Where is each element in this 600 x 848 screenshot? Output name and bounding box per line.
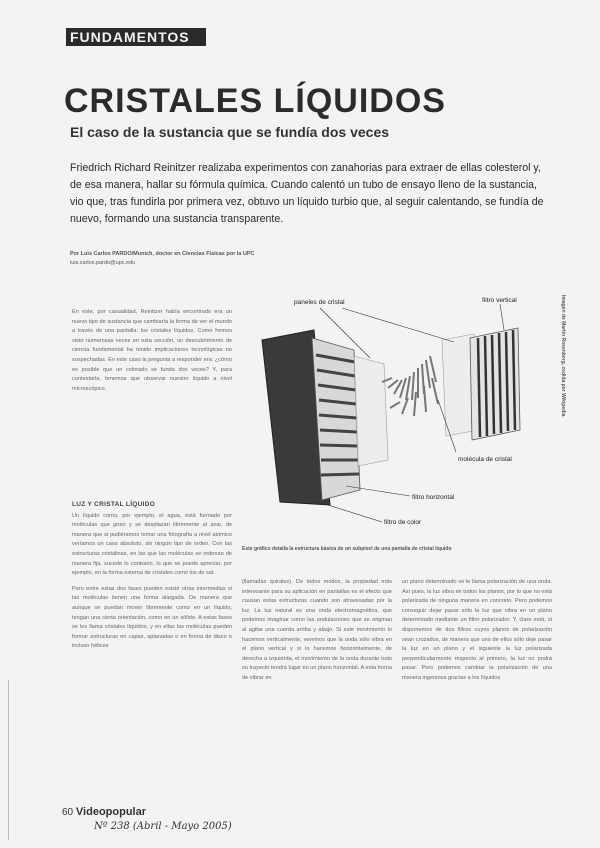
section-tag: FUNDAMENTOS — [66, 28, 206, 46]
article-title: CRISTALES LÍQUIDOS — [64, 82, 446, 120]
label-molecule: molécula de cristal — [458, 456, 512, 463]
lcd-subpixel-diagram — [242, 290, 562, 540]
label-panels: paneles de cristal — [294, 299, 345, 306]
label-horizontal-filter: filtro horizontal — [412, 494, 455, 501]
magazine-brand: Videopopular — [75, 806, 146, 818]
glass-panel-front — [354, 356, 388, 466]
image-credit: Imagen de Martin Rosenberg, cedida por Wikipedia — [560, 295, 566, 417]
intro-paragraph: En este, por casualidad, Reinitzer había encontrado era un nuevo tipo de sustancia que cambiaría la forma de ver el mundo a través de una pantalla: los cristales líquidos. Como hemos visto numerosas veces en esta sección, un descubrimiento de ciencia fundamental ha tenido implicaciones tecnológicas no sospechadas. En este caso la pregunta a responder era: ¿cómo es posible que un colorado se funda dos veces? Y, para contestarla, tenemos que observar nuestro líquido a nivel microscópico. — [72, 309, 232, 392]
column-3-text: un plano determinado se le llama polarización de una onda. Así pues, la luz vibra en todos los planos, por lo que no está polarizada de ninguna manera en concreto. Pero podemos conseguir dejar pasar sólo la luz que vibra en un plano determinado mediante un filtro polarizador. Y, claro está, si disponemos de dos filtros cuyos planos de polarización sean cruzados, de manera que uno de ellos sólo deje pasar la luz en un plano y el siguiente la luz polarizada perpendicularmente respecto al primero, la luz no podrá pasar. Pero podemos cambiar la polarización de una manera ingeniosa gracias a los líquidos — [402, 579, 552, 681]
column-1-intro — [72, 308, 232, 400]
page-number: 60 — [62, 807, 74, 818]
figure-caption: Este gráfico detalla la estructura básica de un subpíxel de una pantalla de cristal líquido — [242, 546, 452, 552]
byline-author: Por Luis Carlos PARDO/Munich, doctor en Ciencias Físicas por la UPC — [70, 251, 255, 257]
page-footer — [62, 806, 146, 818]
byline-email: luis.carlos.pardo@upc.edu — [70, 260, 136, 266]
label-color-filter: filtro de color — [384, 519, 422, 526]
byline — [70, 250, 370, 268]
column-3 — [402, 578, 552, 690]
lead-paragraph: Friedrich Richard Reinitzer realizaba experimentos con zanahorias para extraer de ellas colesterol y, de esa manera, hallar su fórmula química. Cuando calentó un tubo de ensayo lleno de la sustancia, vio que, tras fundirla por primera vez, obtuvo un líquido turbio que, al seguir calentando, se fundía de nuevo, formando una sustancia transparente. — [70, 162, 544, 225]
column-2-text: (llamadas quirales). De todos modos, la propiedad más interesante para su aplicación en pantallas es el efecto que causan estas estructuras cuando son atravesadas por la luz. La luz natural es una onda electromagnética, que podemos imaginar como las ondulaciones que se originan al agitar una cuerda arriba y abajo. Si este movimiento lo hacemos verticalmente, veremos que la onda sólo vibra en el plano vertical y si lo hacemos horizontalmente, de derecha a izquierda, el movimiento de la onda durante todo su trayecto tendrá lugar en un plano horizontal. A esta forma de vibrar en — [242, 579, 392, 681]
handwritten-note: Nº 238 (Abril - Mayo 2005) — [94, 821, 232, 832]
crystal-molecules — [382, 356, 438, 416]
label-vertical-filter: filtro vertical — [482, 297, 517, 304]
subheading: LUZ Y CRISTAL LÍQUIDO — [72, 501, 156, 508]
column-2 — [242, 578, 392, 690]
article-subtitle: El caso de la sustancia que se fundía dos veces — [70, 124, 390, 140]
body-paragraph-1: Un líquido como, por ejemplo, el agua, está formado por moléculas que giran y se desplazan libremente al azar, de manera que si pudiéramos tomar una fotografía a nivel atómico veríamos un caos absoluto, sin ningún tipo de orden. Con las estructuras cristalinas, en las que las moléculas se ordenan de manera fija, sucede lo contrario, lo que se puede apreciar, por ejemplo, en la forma externa de cristales como los de sal. — [72, 512, 232, 577]
vertical-filter-shape — [470, 328, 520, 440]
scan-edge-line — [8, 680, 9, 840]
body-paragraph-2: Pero entre estas dos fases pueden existir otras intermedias si las moléculas tienen una forma alargada. De manera que aunque se puedan mover libremente como en un líquido, tengan una cierta orientación, como en un sólido. A estas fases se les llama cristales líquidos, y en ellas las moléculas pueden formar estructuras en capas, aplanadas o en forma de disco e incluso hélices — [72, 585, 232, 650]
column-1-body — [72, 500, 232, 658]
